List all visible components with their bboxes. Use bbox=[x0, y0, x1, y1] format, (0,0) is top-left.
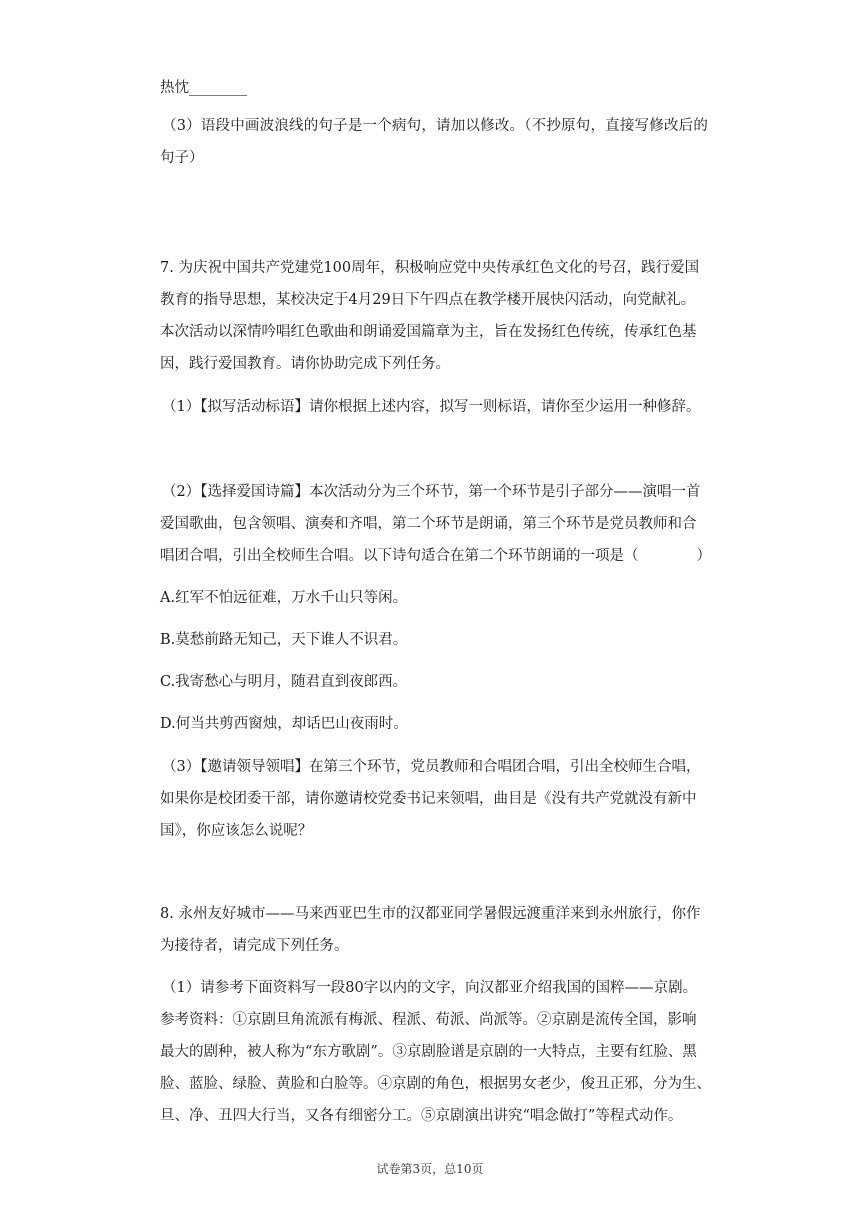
task-2-line: 爱国歌曲，包含领唱、演奏和齐唱，第二个环节是朗诵，第三个环节是党员教师和合 bbox=[160, 516, 697, 532]
task-2-line: （2）【选择爱国诗篇】本次活动分为三个环节，第一个环节是引子部分——演唱一首 bbox=[162, 484, 701, 500]
option-d: D.何当共剪西窗烛，却话巴山夜雨时。 bbox=[160, 716, 408, 732]
q8-task-1-line: （1）请参考下面资料写一段80字以内的文字，向汉都亚介绍我国的国粹——京剧。 bbox=[162, 980, 698, 996]
reference-line: 最大的剧种，被人称为“东方歌剧”。③京剧脸谱是京剧的一大特点，主要有红脸、黑 bbox=[160, 1044, 697, 1060]
question-7-line: 教育的指导思想，某校决定于4月29日下午四点在教学楼开展快闪活动，向党献礼。 bbox=[160, 292, 696, 308]
question-7-line: 7. 为庆祝中国共产党建党100周年，积极响应党中央传承红色文化的号召，践行爱国 bbox=[160, 260, 700, 276]
text-line: 热忱________ bbox=[160, 80, 247, 96]
question-7-line: 本次活动以深情吟唱红色歌曲和朗诵爱国篇章为主，旨在发扬红色传统，传承红色基 bbox=[160, 324, 697, 340]
task-1-line: （1）【拟写活动标语】请你根据上述内容，拟写一则标语，请你至少运用一种修辞。 bbox=[162, 399, 701, 415]
text-line: （3）语段中画波浪线的句子是一个病句，请加以修改。（不抄原句，直接写修改后的 bbox=[162, 118, 709, 134]
task-2-line: 唱团合唱，引出全校师生合唱。以下诗句适合在第二个环节朗诵的一项是（ ） bbox=[160, 548, 711, 564]
question-8-line: 为接待者，请完成下列任务。 bbox=[160, 938, 349, 954]
task-3-line: 如果你是校团委干部，请你邀请校党委书记来领唱，曲目是《没有共产党就没有新中 bbox=[160, 791, 697, 807]
page-footer: 试卷第3页，总10页 bbox=[376, 1162, 484, 1176]
text-line: 句子） bbox=[160, 150, 204, 166]
task-3-line: 国》，你应该怎么说呢？ bbox=[160, 823, 313, 839]
reference-line: 脸、蓝脸、绿脸、黄脸和白脸等。④京剧的角色，根据男女老少，俊丑正邪，分为生、 bbox=[160, 1076, 711, 1092]
option-a: A.红军不怕远征难，万水千山只等闲。 bbox=[160, 590, 408, 606]
question-7-line: 因，践行爱国教育。请你协助完成下列任务。 bbox=[160, 356, 450, 372]
reference-line: 参考资料：①京剧旦角流派有梅派、程派、荀派、尚派等。②京剧是流传全国，影响 bbox=[160, 1012, 697, 1028]
option-c: C.我寄愁心与明月，随君直到夜郎西。 bbox=[160, 674, 408, 690]
option-b: B.莫愁前路无知己，天下谁人不识君。 bbox=[160, 632, 408, 648]
task-3-line: （3）【邀请领导领唱】在第三个环节，党员教师和合唱团合唱，引出全校师生合唱， bbox=[162, 759, 701, 775]
question-8-line: 8. 永州友好城市——马来西亚巴生市的汉都亚同学暑假远渡重洋来到永州旅行，你作 bbox=[160, 906, 701, 922]
reference-line: 旦、净、丑四大行当，又各有细密分工。⑤京剧演出讲究“唱念做打”等程式动作。 bbox=[160, 1108, 683, 1124]
